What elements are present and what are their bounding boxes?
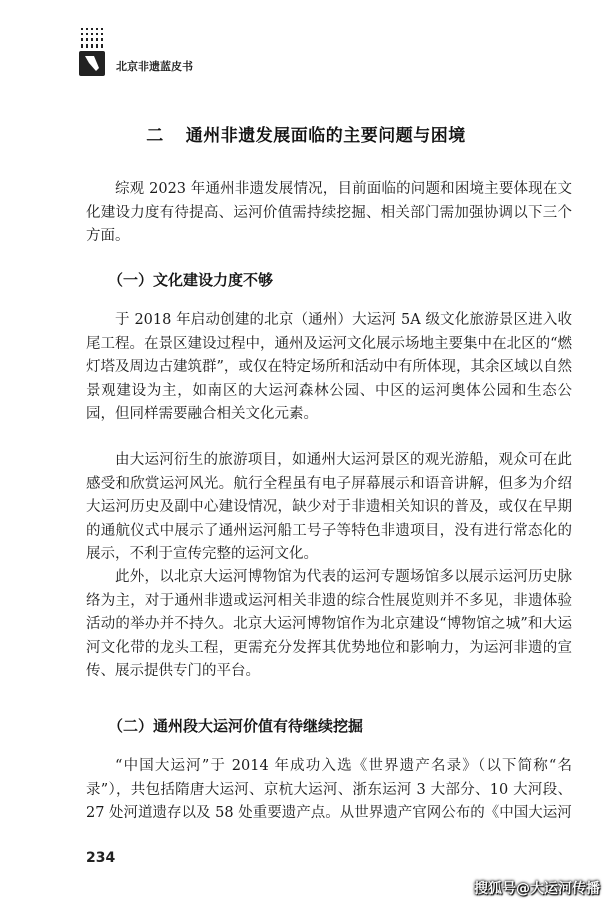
book-series-title: 北京非遗蓝皮书 <box>116 60 193 73</box>
section-heading <box>0 121 612 146</box>
subsection-heading-2: （二）通州段大运河价值有待继续挖掘 <box>108 717 364 735</box>
running-header <box>78 26 258 78</box>
watermark: 搜狐号@大运河传播 <box>474 881 600 897</box>
book-series-logo-icon <box>78 26 106 78</box>
paragraph-1: 于 2018 年启动创建的北京（通州）大运河 5A 级文化旅游景区进入收尾工程。在景区建设过程中，通州及运河文化展示场地主要集中在北区的“燃灯塔及周边古建筑群”，或仅在特定场所和活动中有所体现，其余区域以自然景观建设为主，如南区的大运河森林公园、中区的运河奥体公园和生态公园，但同样需要融合相关文化元素。 <box>86 312 572 422</box>
paragraph-3: 此外，以北京大运河博物馆为代表的运河专题场馆多以展示运河历史脉络为主，对于通州非遗或运河相关非遗的综合性展览则并不多见，非遗体验活动的举办并不持久。北京大运河博物馆作为北京建设“博物馆之城”和大运河文化带的龙头工程，更需充分发挥其优势地位和影响力，为运河非遗的宣传、展示提供专门的平台。 <box>86 569 572 679</box>
section-number: 二 <box>146 126 164 146</box>
section-title-text: 通州非遗发展面临的主要问题与困境 <box>185 126 466 146</box>
paragraph-4: “中国大运河”于 2014 年成功入选《世界遗产名录》（以下简称“名录”），共包括隋唐大运河、京杭大运河、浙东运河 3 大部分、10 大河段、27 处河道遗存以及 58 处重要遗产点。从世界遗产官网公布的《中国大运河 <box>86 758 572 821</box>
subsection-heading-1: （一）文化建设力度不够 <box>108 271 274 289</box>
page-number: 234 <box>86 850 116 866</box>
paragraph-2: 由大运河衍生的旅游项目，如通州大运河景区的观光游船，观众可在此感受和欣赏运河风光。航行全程虽有电子屏幕展示和语音讲解，但多为介绍大运河历史及副中心建设情况，缺少对于非遗相关知识的普及，或仅在早期的通航仪式中展示了通州运河船工号子等特色非遗项目，没有进行常态化的展示，不利于宣传完整的运河文化。 <box>86 452 572 562</box>
intro-paragraph: 综观 2023 年通州非遗发展情况，目前面临的问题和困境主要体现在文化建设力度有待提高、运河价值需持续挖掘、相关部门需加强协调以下三个方面。 <box>86 181 572 244</box>
